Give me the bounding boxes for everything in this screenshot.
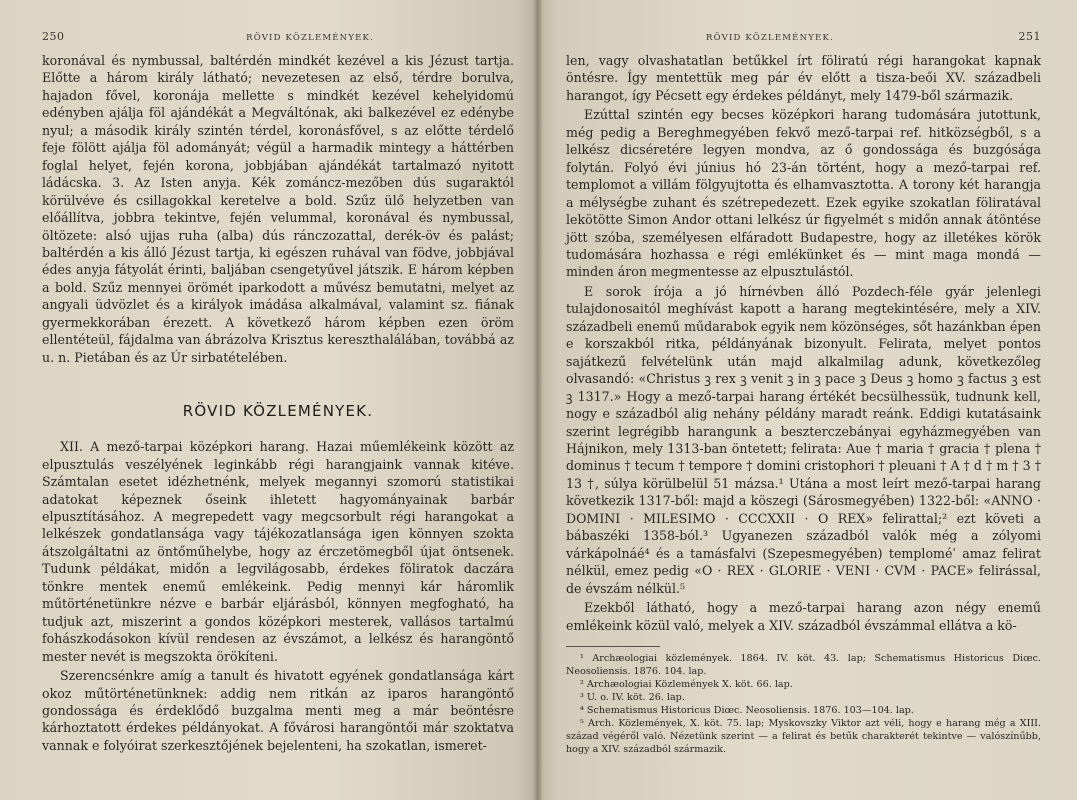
right-paragraph-2: Ezúttal szintén egy becses középkori harang tudomására jutottunk, még pedig a Bereghmegyében fekvő mező-tarpai ref. hitközségből, s a lelkész dicséretére legyen mondva, az ő gondossága és buzgósága folytán. Folyó évi június hó 23-án történt, hogy a mező-tarpai ref. templomot a villám fölgyujtotta és elhamvasztotta. A torony két harangja a mélységbe zuhant és szétrepedezett. Ezek egyike szokatlan föliratával lekötötte Simon Andor ottani lelkész úr figyelmét s midőn annak átöntése jött szóba, személyesen elfáradott Budapestre, hogy az illetékes körök tudomására hozhassa e régi emlékünket és — mint maga mondá — minden áron megmentesse az elpusztulástól. <box>566 107 1041 280</box>
left-running-head <box>42 30 514 52</box>
footnote: ⁴ Schematismus Historicus Diœc. Neosoliensis. 1876. 103—104. lap. <box>580 704 914 716</box>
left-page <box>0 0 538 800</box>
footnote-divider <box>566 646 660 647</box>
section-heading: RÖVID KÖZLEMÉNYEK. <box>182 402 374 421</box>
left-continued-paragraph: koronával és nymbussal, baltérdén mindkét kezével a kis Jézust tartja. Előtte a három király látható; nevezetesen az első, térdre borulva, hajadon fővel, koronája mellette s mindkét kezével kehelyidomú edényben ajálja föl ajándékát a Megváltónak, aki balkezével ez edénybe nyul; a második király szintén térdel, koronásfővel, s az előtte térdelő feje fölött ajálja föl adományát; végül a harmadik mintegy a háttérben foglal helyet, fején korona, jobbjában ajándékát tartalmazó nyitott ládácska. 3. Az Isten anyja. Kék zománcz-mezőben dús sugaraktól körülvéve és csillagokkal keretelve a bold. Szűz ülő helyzetben van előállítva, jobbra tekintve, fején velummal, koronával és nymbussal, öltözete: alsó ujjas ruha (alba) dús ránczozattal, derék-öv és palást; baltérdén a kis álló Jézust tartja, ki egészen ruhával van födve, jobbjával édes anyja fátyolát érinti, baljában csengetyűvel játszik. E három képben a bold. Szűz mennyei örömét iparkodott a művész bemutatni, melyet az angyali üdvözlet és a királyok imádása alkalmával, valamint sz. fiának gyermekkorában érezett. A következő három képben ezen öröm ellentéteül, fájdalma van ábrázolva Krisztus kereszthalálában, továbbá az u. n. Pietában és az Úr sirbatételében. <box>42 53 514 365</box>
right-page-number: 251 <box>1018 30 1041 43</box>
right-paragraph-4: Ezekből látható, hogy a mező-tarpai harang azon négy enemű emlékeink közül való, melyek a XIV. századból évszámmal ellátva a kö- <box>566 600 1041 633</box>
right-running-head <box>566 30 1041 52</box>
right-page <box>538 0 1077 800</box>
footnote: ³ U. o. IV. köt. 26. lap. <box>580 691 685 703</box>
section-paragraph-1: XII. A mező-tarpai középkori harang. Hazai műemlékeink között az elpusztulás veszélyének leginkább régi harangjaink vannak kitéve. Számtalan esetet idézhetnénk, melyek megannyi szomorú statistikai adatokat képeznek őseink ihletett hagyományainak barbár elpusztításához. A megrepedett vagy megcsorbult régi harangokat a lelkészek gondatlansága vagy tájékozatlansága igen könnyen szokta átszolgáltatni az öntőműhelybe, hogy az érczetömegből újat öntsenek. Tudunk példákat, midőn a legvilágosabb, érdekes föliratok daczára tönkre mentek enemű emlékeink. Pedig mennyi kár háromlik műtörténetünkre nézve e barbár eljárásból, könnyen megfogható, ha tudjuk azt, miszerint a gondos középkori mesterek, vallásos tartalmú fohászkodásokon kívül rendesen az évszámot, a lelkész és harangöntő mester nevét is megszokta örökíteni. <box>42 439 514 664</box>
section-paragraph-2: Szerencsénkre amíg a tanult és hivatott egyének gondatlansága kárt okoz műtörténetünknek: addig nem ritkán az iparos harangöntő gondossága és érdeklődő buzgalma menti meg a már beöntésre kárhoztatott érdekes példányokat. A fővárosi harangöntői már szoktatva vannak e folyóirat szerkesztőjének bejelenteni, ha szokatlan, ismeret- <box>42 668 514 753</box>
footnote: ² Archæologiai Közlemények X. köt. 66. lap. <box>580 678 793 690</box>
left-page-number: 250 <box>42 30 65 43</box>
book-gutter <box>533 0 543 800</box>
right-paragraph-1: len, vagy olvashatatlan betűkkel írt föliratú régi harangokat kapnak öntésre. Így mentettük meg pár év előtt a tisza-beői XV. századbeli harangot, így Pécsett egy érdekes példányt, mely 1479-ből származik. <box>566 53 1041 103</box>
footnote: ⁵ Arch. Közlemények, X. köt. 75. lap; Myskovszky Viktor azt véli, hogy e harang még a XIII. század végéről való. Nézetünk szerint — a felirat és betűk charakterét tekintve — valószínűbb, hogy a XIV. századból származik. <box>566 717 1041 755</box>
footnotes <box>566 646 1041 756</box>
right-running-title: RÖVID KÖZLEMÉNYEK. <box>706 33 834 43</box>
right-paragraph-3: E sorok írója a jó hírnévben álló Pozdech-féle gyár jelenlegi tulajdonosaitól meghívást kapott a harang megtekintésére, mely a XIV. századbeli enemű műdarabok egyik nem közönséges, sőt hazánkban épen e korszakból ritka, példányának bizonyult. Felirata, melyet pontos sajátkezű felvételünk után majd alkalmilag adunk, következőleg olvasandó: «Christus ꝫ rex ꝫ venit ꝫ in ꝫ pace ꝫ Deus ꝫ homo ꝫ factus ꝫ est ꝫ 1317.» Hogy a mező-tarpai harang értékét becsülhessük, tudnunk kell, nogy e századból alig nehány példány maradt reánk. Eddigi kutatásaink szerint legrégibb harangunk a beszterczebányai egyházmegyében van Hájnikon, mely 1313-ban öntetett; felirata: Aue † maria † gracia † plena † dominus † tecum † tempore † domini cristophori † pleuani † A † d † m † 3 † 13 †, súlya körülbelül 51 mázsa.¹ Utána a most leírt mező-tarpai harang következik 1317-ből: majd a köszegi (Sárosmegyében) 1322-ből: «ANNO · DOMINI · MILESIMO · CCCXXII · O REX» felirattal;² ezt követi a bábaszéki 1358-ból.³ Ugyanezen századból valók még a zólyomi várkápolnáé⁴ és a tamásfalvi (Szepesmegyében) temploméˈ amaz felirat nélkül, emez pedig «O · REX · GLORIE · VENI · CVM · PACE» felirással, de évszám nélkül.⁵ <box>566 283 1041 596</box>
footnote: ¹ Archæologiai közlemények. 1864. IV. köt. 43. lap; Schematismus Historicus Diœc. Neosoliensis. 1876. 104. lap. <box>566 652 1041 677</box>
left-running-title: RÖVID KÖZLEMÉNYEK. <box>246 33 374 43</box>
